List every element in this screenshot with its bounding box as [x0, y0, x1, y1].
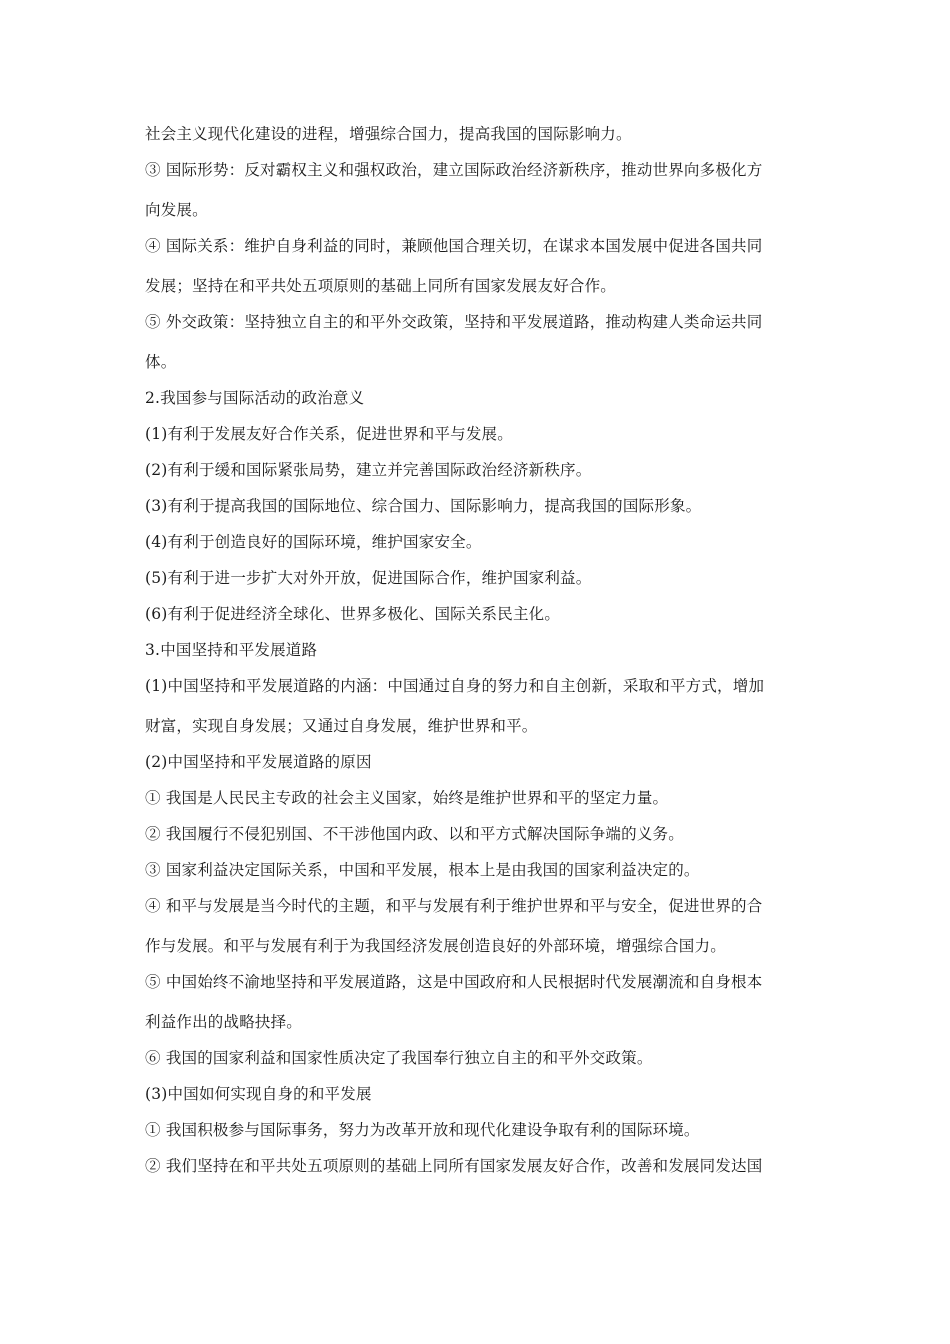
section-heading: 3.中国坚持和平发展道路 — [145, 641, 318, 659]
text-line: 利益作出的战略抉择。 — [145, 1013, 303, 1031]
text-line: 发展；坚持在和平共处五项原则的基础上同所有国家发展友好合作。 — [145, 277, 617, 295]
text-line: ① 我国积极参与国际事务，努力为改革开放和现代化建设争取有利的国际环境。 — [145, 1121, 700, 1139]
subsection-heading: (2)中国坚持和平发展道路的原因 — [145, 753, 372, 771]
text-line: ③ 国际形势：反对霸权主义和强权政治，建立国际政治经济新秩序，推动世界向多极化方 — [145, 161, 763, 179]
text-line: (6)有利于促进经济全球化、世界多极化、国际关系民主化。 — [145, 605, 561, 623]
text-line: ① 我国是人民民主专政的社会主义国家，始终是维护世界和平的坚定力量。 — [145, 789, 669, 807]
text-line: (2)有利于缓和国际紧张局势，建立并完善国际政治经济新秩序。 — [145, 461, 592, 479]
text-line: ⑤ 外交政策：坚持独立自主的和平外交政策，坚持和平发展道路，推动构建人类命运共同 — [145, 313, 763, 331]
section-heading: 2.我国参与国际活动的政治意义 — [145, 389, 365, 407]
text-line: 作与发展。和平与发展有利于为我国经济发展创造良好的外部环境，增强综合国力。 — [145, 937, 726, 955]
text-line: (1)中国坚持和平发展道路的内涵：中国通过自身的努力和自主创新，采取和平方式，增加 — [145, 677, 765, 695]
text-line: ② 我们坚持在和平共处五项原则的基础上同所有国家发展友好合作，改善和发展同发达国 — [145, 1157, 763, 1175]
text-line: ④ 和平与发展是当今时代的主题，和平与发展有利于维护世界和平与安全，促进世界的合 — [145, 897, 763, 915]
text-line: ⑤ 中国始终不渝地坚持和平发展道路，这是中国政府和人民根据时代发展潮流和自身根本 — [145, 973, 763, 991]
text-line: 向发展。 — [145, 201, 208, 219]
text-line: (3)有利于提高我国的国际地位、综合国力、国际影响力，提高我国的国际形象。 — [145, 497, 702, 515]
text-line: (4)有利于创造良好的国际环境，维护国家安全。 — [145, 533, 482, 551]
text-line: (5)有利于进一步扩大对外开放，促进国际合作，维护国家利益。 — [145, 569, 592, 587]
document-body — [145, 124, 810, 1176]
text-line: (1)有利于发展友好合作关系，促进世界和平与发展。 — [145, 425, 513, 443]
text-line: ④ 国际关系：维护自身利益的同时，兼顾他国合理关切，在谋求本国发展中促进各国共同 — [145, 237, 763, 255]
text-line: ⑥ 我国的国家利益和国家性质决定了我国奉行独立自主的和平外交政策。 — [145, 1049, 653, 1067]
text-line: 体。 — [145, 353, 177, 371]
text-line: ③ 国家利益决定国际关系，中国和平发展，根本上是由我国的国家利益决定的。 — [145, 861, 700, 879]
text-line: 社会主义现代化建设的进程，增强综合国力，提高我国的国际影响力。 — [145, 125, 632, 143]
text-line: ② 我国履行不侵犯别国、不干涉他国内政、以和平方式解决国际争端的义务。 — [145, 825, 684, 843]
text-line: 财富，实现自身发展；又通过自身发展，维护世界和平。 — [145, 717, 538, 735]
subsection-heading: (3)中国如何实现自身的和平发展 — [145, 1085, 372, 1103]
